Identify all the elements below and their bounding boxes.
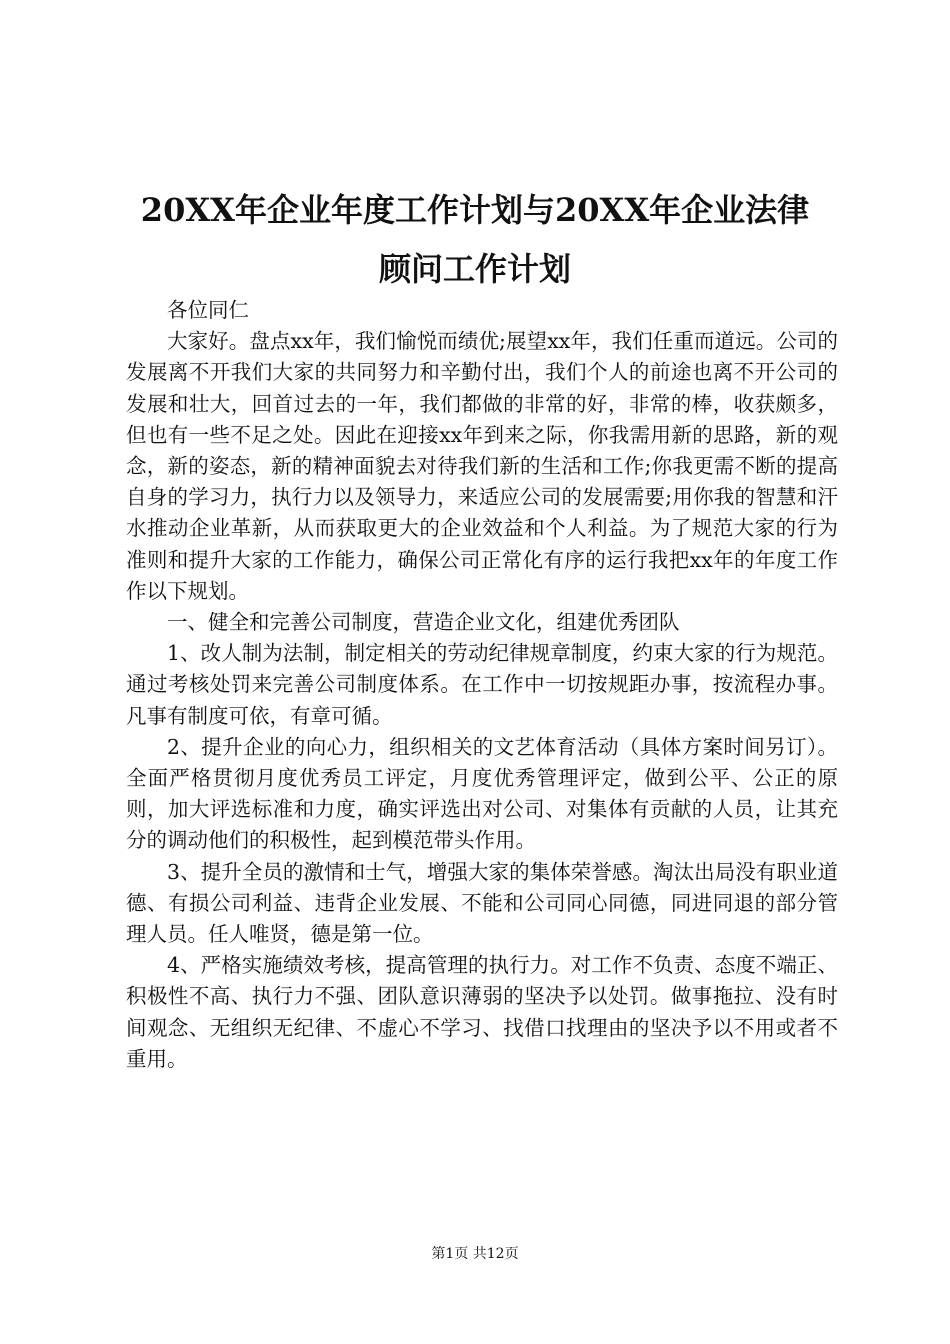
body-paragraph-item-1: 1、改人制为法制，制定相关的劳动纪律规章制度，约束大家的行为规范。通过考核处罚来完善公司制度体系。在工作中一切按规距办事，按流程办事。凡事有制度可依，有章可循。 (126, 641, 838, 728)
section-heading-1: 一、健全和完善公司制度，营造企业文化，组建优秀团队 (167, 610, 680, 635)
salutation: 各位同仁 (167, 298, 249, 322)
body-paragraph-item-4: 4、严格实施绩效考核，提高管理的执行力。对工作不负责、态度不端正、积极性不高、执行力不强、团队意识薄弱的坚决予以处罚。做事拖拉、没有时间观念、无组织无纪律、不虚心不学习、找借口找理由的坚决予以不用或者不重用。 (126, 953, 838, 1071)
body-paragraph-item-3: 3、提升全员的激情和士气，增强大家的集体荣誉感。淘汰出局没有职业道德、有损公司利益、违背企业发展、不能和公司同心同德，同进同退的部分管理人员。任人唯贤，德是第一位。 (126, 859, 838, 947)
page-number-footer: 第1页 共12页 (431, 1246, 519, 1262)
document-body (126, 295, 838, 1075)
body-paragraph-item-2: 2、提升企业的向心力，组织相关的文艺体育活动（具体方案时间另订）。全面严格贯彻月度优秀员工评定，月度优秀管理评定，做到公平、公正的原则，加大评选标准和力度，确实评选出对公司、对集体有贡献的人员，让其充分的调动他们的积极性，起到模范带头作用。 (126, 734, 838, 853)
body-paragraph-intro: 大家好。盘点xx年，我们愉悦而绩优;展望xx年，我们任重而道远。公司的发展离不开我们大家的共同努力和辛勤付出，我们个人的前途也离不开公司的发展和壮大，回首过去的一年，我们都做的非常的好，非常的棒，收获颇多，但也有一些不足之处。因此在迎接xx年到来之际，你我需用新的思路，新的观念，新的姿态，新的精神面貌去对待我们新的生活和工作;你我更需不断的提高自身的学习力，执行力以及领导力，来适应公司的发展需要;用你我的智慧和汗水推动企业革新，从而获取更大的企业效益和个人利益。为了规范大家的行为准则和提升大家的工作能力，确保公司正常化有序的运行我把xx年的年度工作作以下规划。 (126, 329, 838, 603)
document-title-line-1: 20XX年企业年度工作计划与20XX年企业法律 (140, 191, 810, 229)
document-title-line-2: 顾问工作计划 (378, 250, 571, 288)
